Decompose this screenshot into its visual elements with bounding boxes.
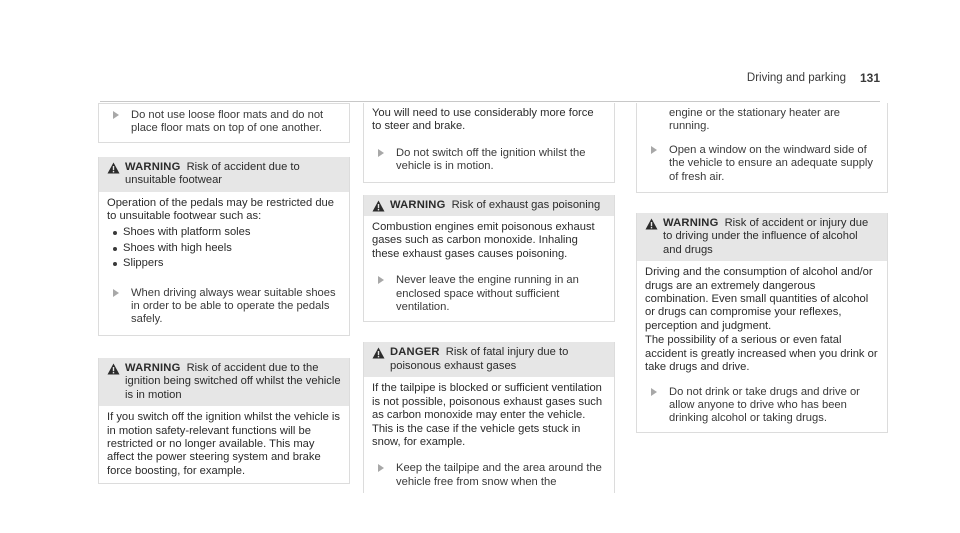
continued-instruction xyxy=(637,103,887,142)
instruction-text: Do not use loose floor mats and do not place floor mats on top of one another. xyxy=(131,109,324,135)
instruction-tailpipe xyxy=(364,454,614,493)
arrow-icon xyxy=(113,289,119,297)
instruction-box xyxy=(98,103,350,143)
warning-body xyxy=(364,216,614,266)
danger-body xyxy=(364,377,614,454)
header-rule xyxy=(100,101,880,102)
warning-header xyxy=(99,157,349,192)
warning-triangle-icon xyxy=(107,162,120,174)
warning-body xyxy=(637,261,887,379)
danger-continued xyxy=(636,103,888,193)
instruction-text: Keep the tailpipe and the area around the vehicle free from snow when the xyxy=(396,462,602,488)
danger-heading: Risk of fatal injury due to poisonous exhaust gases xyxy=(390,346,569,372)
column-1 xyxy=(98,103,350,484)
arrow-icon xyxy=(651,388,657,396)
warning-text: If you switch off the ignition whilst the vehicle is in motion safety-relevant functions will be restricted or no longer available. This may affect the power steering system and brake force boosting, for example. xyxy=(107,411,340,477)
instruction-text: Open a window on the windward side of the vehicle to ensure an adequate supply of fresh air. xyxy=(669,143,874,183)
warning-ignition xyxy=(98,358,350,484)
instruction-text: Do not drink or take drugs and drive or allow anyone to drive who has been drinking alcohol or taking drugs. xyxy=(669,385,860,425)
danger-header xyxy=(364,342,614,377)
arrow-icon xyxy=(378,276,384,284)
page-number: 131 xyxy=(859,71,880,85)
warning-text: You will need to use considerably more force to steer and brake. xyxy=(372,107,594,133)
page-header xyxy=(0,0,960,100)
danger-keyword: DANGER xyxy=(390,346,440,359)
instruction-footwear xyxy=(99,279,349,335)
warning-heading: Risk of accident due to the ignition being switched off whilst the vehicle is in motion xyxy=(125,361,341,401)
column-3 xyxy=(636,103,888,433)
warning-triangle-icon xyxy=(372,200,385,212)
warning-header xyxy=(637,213,887,261)
arrow-icon xyxy=(378,149,384,157)
warning-keyword: WARNING xyxy=(125,361,181,374)
warning-alcohol xyxy=(636,213,888,433)
warning-text: Driving and the consumption of alcohol and/or drugs are an extremely dangerous combination. Even small quantities of alcohol or drugs can compromise your reflexes, perception and judgment. xyxy=(645,266,873,332)
list-item: Slippers xyxy=(107,257,341,270)
warning-body xyxy=(99,192,349,279)
instruction-text: When driving always wear suitable shoes in order to be able to operate the pedals safely. xyxy=(131,286,336,326)
list-item: Shoes with high heels xyxy=(107,242,341,255)
warning-text: Operation of the pedals may be restricted due to unsuitable footwear such as: xyxy=(107,196,334,223)
warning-header xyxy=(364,195,614,216)
instruction-text: Do not switch off the ignition whilst the vehicle is in motion. xyxy=(396,146,586,173)
warning-triangle-icon xyxy=(372,347,385,359)
bullet-list xyxy=(107,226,341,270)
instruction-text: engine or the stationary heater are running. xyxy=(669,107,841,133)
instruction-alcohol xyxy=(637,380,887,432)
warning-keyword: WARNING xyxy=(390,198,446,211)
warning-heading: Risk of exhaust gas poisoning xyxy=(451,198,601,211)
list-item: Shoes with platform soles xyxy=(107,226,341,239)
section-title: Driving and parking xyxy=(746,72,846,84)
warning-body xyxy=(99,406,349,483)
continued-text xyxy=(364,103,614,139)
instruction-ignition xyxy=(364,139,614,182)
warning-text: Combustion engines emit poisonous exhaust gases such as carbon monoxide. Inhaling these exhaust gases causes poisoning. xyxy=(372,221,595,260)
arrow-icon xyxy=(378,464,384,472)
warning-heading: Risk of accident due to unsuitable footwear xyxy=(125,160,300,187)
arrow-icon xyxy=(651,146,657,154)
warning-footwear xyxy=(98,157,350,336)
danger-text: If the tailpipe is blocked or sufficient ventilation is not possible, poisonous exhaust gases such as carbon monoxide may enter the vehicle. This is the case if the vehicle gets stuck in snow, for example. xyxy=(372,382,603,448)
instruction-window xyxy=(637,142,887,192)
warning-heading: Risk of accident or injury due to driving under the influence of alcohol and drugs xyxy=(663,217,869,256)
instruction-floor-mats xyxy=(99,104,349,142)
warning-triangle-icon xyxy=(645,218,658,230)
warning-keyword: WARNING xyxy=(663,217,719,230)
instruction-ventilation xyxy=(364,266,614,321)
warning-exhaust xyxy=(363,195,615,323)
instruction-text: Never leave the engine running in an enclosed space without sufficient ventilation. xyxy=(396,274,579,314)
warning-header xyxy=(99,358,349,406)
column-2 xyxy=(363,103,615,493)
warning-continued xyxy=(363,103,615,183)
warning-triangle-icon xyxy=(107,363,120,375)
arrow-icon xyxy=(113,111,119,119)
warning-keyword: WARNING xyxy=(125,160,181,173)
warning-text: The possibility of a serious or even fatal accident is greatly increased when you drink or take drugs and drive. xyxy=(645,334,878,374)
danger-gases xyxy=(363,342,615,493)
